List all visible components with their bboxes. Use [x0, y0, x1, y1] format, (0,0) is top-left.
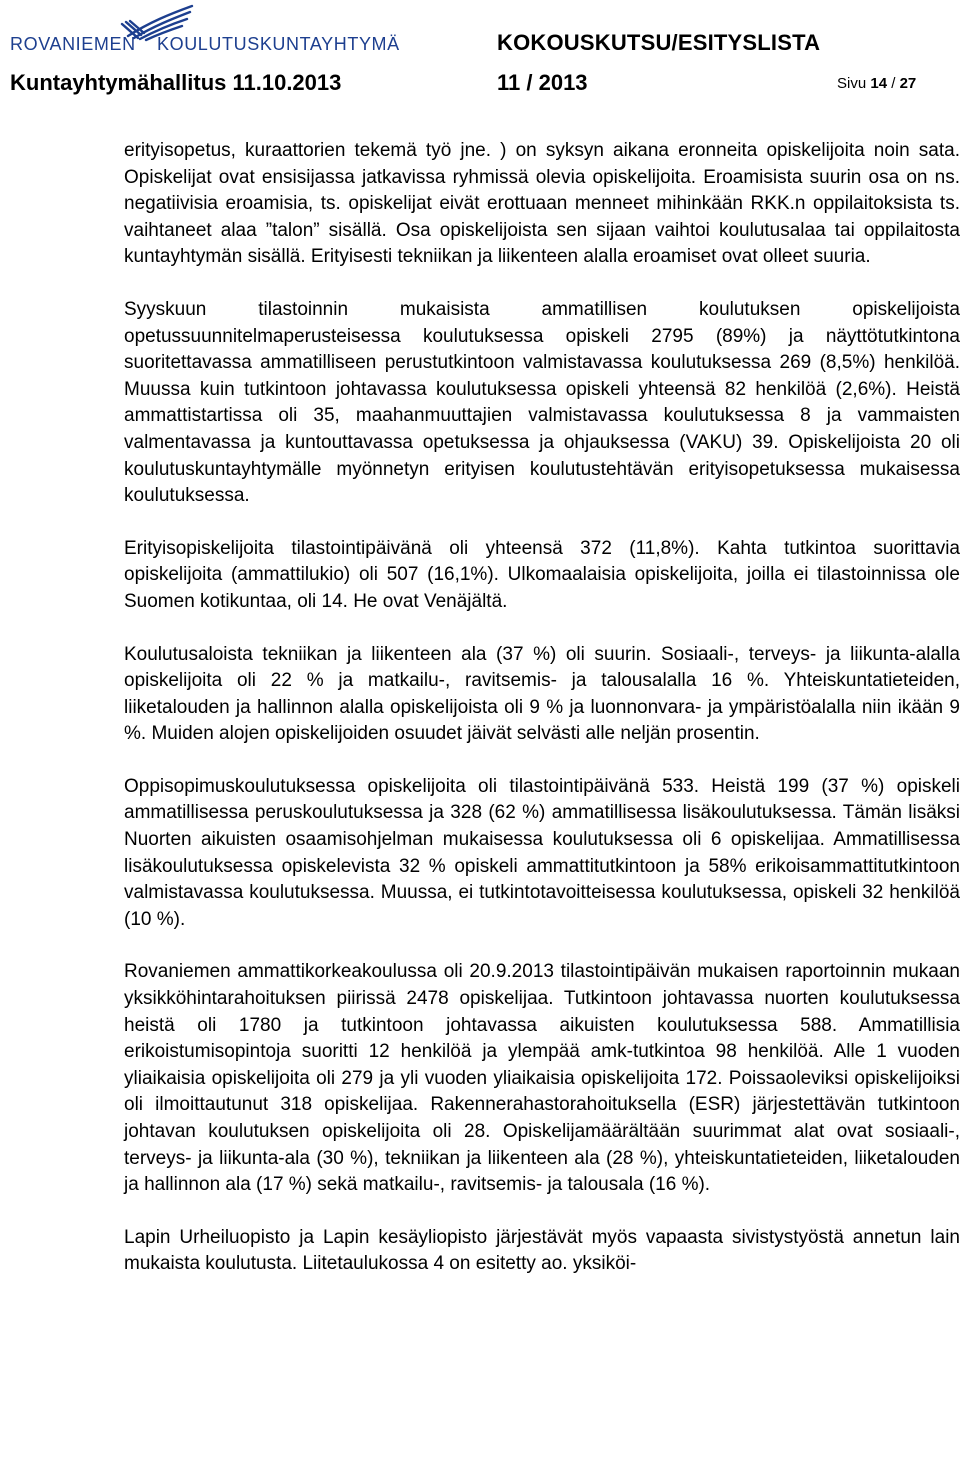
- paragraph: Koulutusaloista tekniikan ja liikenteen ala (37 %) oli suurin. Sosiaali-, terveys- ja liikunta-alalla opiskelijoita oli 22 % ja matkailu-, ravitsemis- ja talousalalla 16 %. Yhteiskuntatieteiden, liiketalouden ja hallinnon alalla opiskelijoista oli 9 % ja luonnonvara- ja ympäristöalalla niin ikään 9 %. Muiden alojen opiskelijoiden osuudet jäivät selvästi alle neljän prosentin.: [124, 643, 960, 745]
- page-separator: /: [887, 75, 900, 92]
- page-total: 27: [899, 75, 917, 92]
- document-body: [124, 138, 960, 1304]
- organization-logo: [10, 4, 400, 56]
- logo-text-right: KOULUTUSKUNTAYHTYMÄ: [157, 34, 400, 54]
- issue-number: 11 / 2013: [497, 70, 588, 95]
- paragraph: Syyskuun tilastoinnin mukaisista ammatillisen koulutuksen opiskelijoista opetussuunnitelmaperusteisessa koulutuksessa opiskeli 2795 (89%) ja näyttötutkintona suoritettavassa ammatilliseen perustutkintoon valmistavassa koulutuksessa 269 (8,5%) henkilöä. Muussa kuin tutkintoon johtavassa koulutuksessa opiskeli yhteensä 82 henkilöä (2,6%). Heistä ammattistartissa oli 35, maahanmuuttajien valmistavassa koulutuksessa 8 ja vammaisten valmentavassa ja kuntouttavassa opetuksessa ja ohjauksessa (VAKU) 39. Opiskelijoista 20 oli koulutuskuntayhtymälle myönnetyn erityisen koulutustehtävän erityisopetuksessa mukaisessa koulutuksessa.: [124, 298, 960, 507]
- page-number: [837, 75, 916, 92]
- paragraph: Erityisopiskelijoita tilastointipäivänä oli yhteensä 372 (11,8%). Kahta tutkintoa suorittavia opiskelijoita (ammattilukio) oli 507 (16,1%). Ulkomaalaisia opiskelijoita, joilla ei tilastoinnissa ole Suomen kotikuntaa, oli 14. He ovat Venäjältä.: [124, 537, 960, 612]
- paragraph: Oppisopimuskoulutuksessa opiskelijoita oli tilastointipäivänä 533. Heistä 199 (37 %) opiskeli ammatillisessa peruskoulutuksessa ja 328 (62 %) ammatillisessa lisäkoulutuksessa. Tämän lisäksi Nuorten aikuisten osaamisohjelman mukaisessa koulutuksessa oli 6 opiskelijaa. Ammatillisessa lisäkoulutuksessa opiskelevista 32 % opiskeli ammattitutkintoon ja 58% erikoisammattitutkintoon valmistavassa koulutuksessa. Muussa, ei tutkintotavoitteisessa koulutuksessa, opiskeli 32 henkilöä (10 %).: [124, 775, 960, 930]
- page-current: 14: [870, 75, 888, 92]
- page-header: [0, 0, 960, 110]
- paragraph: Rovaniemen ammattikorkeakoulussa oli 20.9.2013 tilastointipäivän mukaisen raportoinnin mukaan yksikköhintarahoituksen piirissä 2478 opiskelijaa. Tutkintoon johtavassa nuorten koulutuksessa heistä oli 1780 ja tutkintoon johtavassa aikuisten koulutuksessa 588. Ammatillisia erikoistumisopintoja suoritti 12 henkilöä ja ylempää amk-tutkintoa 98 henkilöä. Alle 1 vuoden yliaikaisia opiskelijoita oli 279 ja yli vuoden yliaikaisia opiskelijoita 172. Poissaoleviksi opiskelijoiksi oli ilmoittautunut 318 opiskelijaa. Rakennerahastorahoituksella (ESR) järjestettävän tutkintoon johtavan koulutuksen opiskelijoita oli 28. Opiskelijamäärältään suurimmat alat ovat sosiaali-, terveys- ja liikunta-ala (30 %), tekniikan ja liikenteen ala (28 %), yhteiskuntatieteiden, liiketalouden ja hallinnon ala (17 %) sekä matkailu-, ravitsemis- ja talousala (16 %).: [124, 961, 960, 1196]
- document-type: KOKOUSKUTSU/ESITYSLISTA: [497, 30, 821, 55]
- paragraph: erityisopetus, kuraattorien tekemä työ jne. ) on syksyn aikana eronneita opiskelijoita noin sata. Opiskelijat ovat ensisijassa jatkavissa ryhmissä olevia opiskelijoita. Eroamisista suurin osa on ns. negatiivisia eroamisia, ts. opiskelijat eivät erottuaan menneet mihinkään RKK.n oppilaitoksista ts. vaihtaneet alaa ”talon” sisällä. Osa opiskelijoista sen sijaan vaihtoi koulutusalaa tai oppilaitosta kuntayhtymän sisällä. Erityisesti tekniikan ja liikenteen alalla eroamiset ovat olleet suuria.: [124, 140, 960, 268]
- page-label: Sivu: [837, 75, 867, 92]
- paragraph: Lapin Urheiluopisto ja Lapin kesäyliopisto järjestävät myös vapaasta sivistystyöstä annetun lain mukaista koulutusta. Liitetaulukossa 4 on esitetty ao. yksiköi-: [124, 1226, 960, 1275]
- meeting-title: Kuntayhtymähallitus 11.10.2013: [10, 70, 342, 95]
- logo-text-left: ROVANIEMEN: [10, 34, 136, 54]
